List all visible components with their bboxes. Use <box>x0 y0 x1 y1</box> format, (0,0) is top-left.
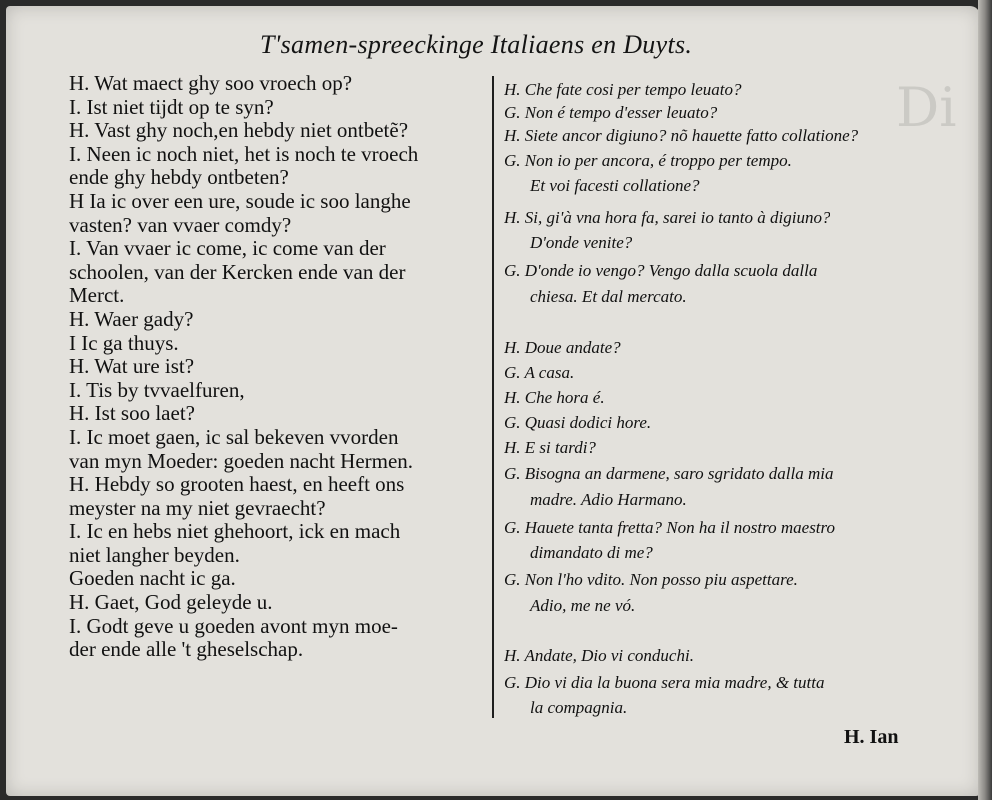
dutch-line: H Ia ic over een ure, soude ic soo langhe <box>69 189 411 213</box>
italian-line: H. E si tardi? <box>504 438 596 457</box>
dutch-line: schoolen, van der Kercken ende van der <box>69 260 406 284</box>
italian-line: D'onde venite? <box>530 233 633 252</box>
italian-line: chiesa. Et dal mercato. <box>530 287 687 306</box>
italian-line: la compagnia. <box>530 698 628 717</box>
page-edge <box>978 0 992 800</box>
italian-line: G. D'onde io vengo? Vengo dalla scuola dalla <box>504 261 818 280</box>
italian-line: H. Che fate cosi per tempo leuato? <box>504 80 742 99</box>
dutch-line: I. Ic moet gaen, ic sal bekeven vvorden <box>69 425 399 449</box>
italian-line: H. Andate, Dio vi conduchi. <box>504 646 694 665</box>
dutch-line: H. Ist soo laet? <box>69 402 195 426</box>
italian-line: G. Dio vi dia la buona sera mia madre, & tutta <box>504 673 825 692</box>
dutch-line: I. Neen ic noch niet, het is noch te vroech <box>69 142 419 166</box>
dutch-line: I. Tis by tvvaelfuren, <box>69 378 245 402</box>
italian-line: H. Che hora é. <box>504 388 605 407</box>
dutch-line: H. Wat ure ist? <box>69 355 195 379</box>
dutch-line: H. Waer gady? <box>69 307 194 331</box>
dutch-line: I. Godt geve u goeden avont myn moe- <box>69 614 398 638</box>
dutch-line: vasten? van vvaer comdy? <box>69 213 292 237</box>
italian-line: H. Si, gi'à vna hora fa, sarei io tanto à digiuno? <box>504 208 831 227</box>
dutch-line: I Ic ga thuys. <box>69 331 179 355</box>
dutch-line: Goeden nacht ic ga. <box>69 567 236 591</box>
italian-line: madre. Adio Harmano. <box>530 490 687 509</box>
book-page <box>6 6 980 796</box>
italian-line: dimandato di me? <box>530 543 653 562</box>
italian-line: G. Bisogna an darmene, saro sgridato dalla mia <box>504 464 834 483</box>
dutch-line: H. Wat maect ghy soo vroech op? <box>69 72 353 95</box>
italian-line: Et voi facesti collatione? <box>530 176 700 195</box>
italian-line: Adio, me ne vó. <box>530 596 636 615</box>
dutch-line: I. Ist niet tijdt op te syn? <box>69 95 274 119</box>
italian-line: G. Non io per ancora, é troppo per tempo. <box>504 151 792 170</box>
italian-line: H. Doue andate? <box>504 338 621 357</box>
italian-line: G. Non é tempo d'esser leuato? <box>504 103 718 122</box>
page-title: T'samen-spreeckinge Italiaens en Duyts. <box>260 30 693 59</box>
dutch-line: van myn Moeder: goeden nacht Hermen. <box>69 449 414 473</box>
bleed-through-text: Di <box>896 76 957 139</box>
dutch-line: I. Ic en hebs niet ghehoort, ick en mach <box>69 520 401 544</box>
column-divider <box>492 76 494 718</box>
signature-mark: H. Ian <box>844 726 899 748</box>
dutch-line: H. Vast ghy noch,en hebdy niet ontbetẽ? <box>69 119 409 143</box>
dutch-line: H. Hebdy so grooten haest, en heeft ons <box>69 473 405 497</box>
dutch-line: der ende alle 't gheselschap. <box>69 638 304 662</box>
dutch-line: ende ghy hebdy ontbeten? <box>69 166 289 190</box>
italian-line: G. Non l'ho vdito. Non posso piu aspettare. <box>504 570 798 589</box>
italian-line: H. Siete ancor digiuno? nõ hauette fatto collatione? <box>504 126 859 145</box>
dutch-line: Merct. <box>69 284 125 308</box>
italian-line: G. A casa. <box>504 363 575 382</box>
italian-line: G. Hauete tanta fretta? Non ha il nostro maestro <box>504 518 836 537</box>
dutch-column <box>69 72 487 662</box>
dutch-line: I. Van vvaer ic come, ic come van der <box>69 237 386 261</box>
dutch-line: H. Gaet, God geleyde u. <box>69 591 273 615</box>
dutch-line: niet langher beyden. <box>69 543 240 567</box>
dutch-line: meyster na my niet gevraecht? <box>69 496 326 520</box>
italian-line: G. Quasi dodici hore. <box>504 413 652 432</box>
